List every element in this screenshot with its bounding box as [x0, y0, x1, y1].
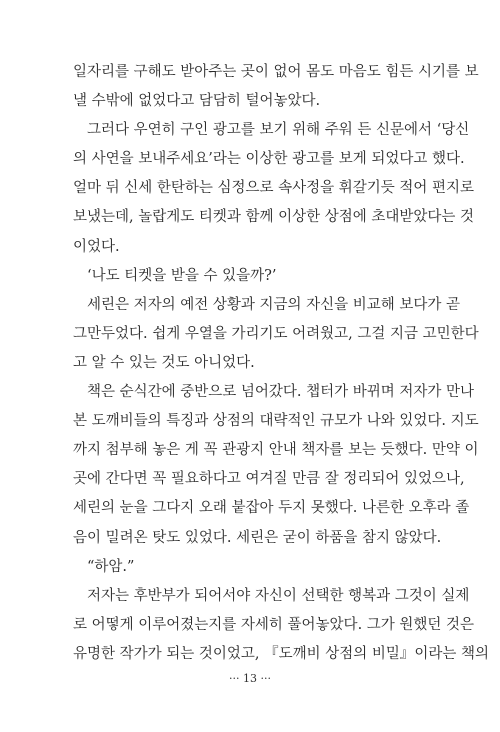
text-line: 그러다 우연히 구인 광고를 보기 위해 주워 든 신문에서 ‘당신	[87, 122, 470, 139]
text-line: 고 알 수 있는 것도 아니었다.	[73, 354, 255, 371]
text-line: 의 사연을 보내주세요’라는 이상한 광고를 보게 되었다고 했다.	[73, 151, 465, 168]
text-line: “하암.”	[87, 558, 135, 575]
text-line: 보냈는데, 놀랍게도 티켓과 함께 이상한 상점에 초대받았다는 것	[73, 209, 475, 226]
text-line: 유명한 작가가 되는 것이었고, 『도깨비 상점의 비밀』이라는 책의	[73, 645, 490, 662]
text-line: 책은 순식간에 중반으로 넘어갔다. 챕터가 바뀌며 저자가 만나	[87, 384, 475, 401]
text-line: 세린은 저자의 예전 상황과 지금의 자신을 비교해 보다가 곧	[87, 296, 461, 313]
text-line: 낼 수밖에 없었다고 담담히 털어놓았다.	[73, 93, 321, 110]
text-line: 로 어떻게 이루어졌는지를 자세히 풀어놓았다. 그가 원했던 것은	[73, 616, 475, 633]
text-line: 저자는 후반부가 되어서야 자신이 선택한 행복과 그것이 실제	[87, 587, 470, 604]
text-line: 일자리를 구해도 받아주는 곳이 없어 몸도 마음도 힘든 시기를 보	[73, 64, 479, 80]
text-line: ‘나도 티켓을 받을 수 있을까?’	[87, 267, 277, 284]
text-line: 곳에 간다면 꼭 필요하다고 여겨질 만큼 잘 정리되어 있었으나,	[73, 471, 465, 488]
text-line: 이었다.	[73, 238, 120, 255]
text-line: 세린의 눈을 그다지 오래 붙잡아 두지 못했다. 나른한 오후라 졸	[73, 500, 470, 517]
text-line: 음이 밀려온 탓도 있었다. 세린은 굳이 하품을 참지 않았다.	[73, 529, 442, 546]
body-text	[73, 58, 490, 669]
text-line: 본 도깨비들의 특징과 상점의 대략적인 규모가 나와 있었다. 지도	[73, 413, 479, 430]
text-line: 얼마 뒤 신세 한탄하는 심정으로 속사정을 휘갈기듯 적어 편지로	[73, 180, 475, 197]
text-line: 그만두었다. 쉽게 우열을 가리기도 어려웠고, 그걸 지금 고민한다	[73, 325, 479, 342]
page-number: ··· 13 ···	[229, 672, 271, 685]
text-line: 까지 첨부해 놓은 게 꼭 관광지 안내 책자를 보는 듯했다. 만약 이	[73, 442, 479, 459]
